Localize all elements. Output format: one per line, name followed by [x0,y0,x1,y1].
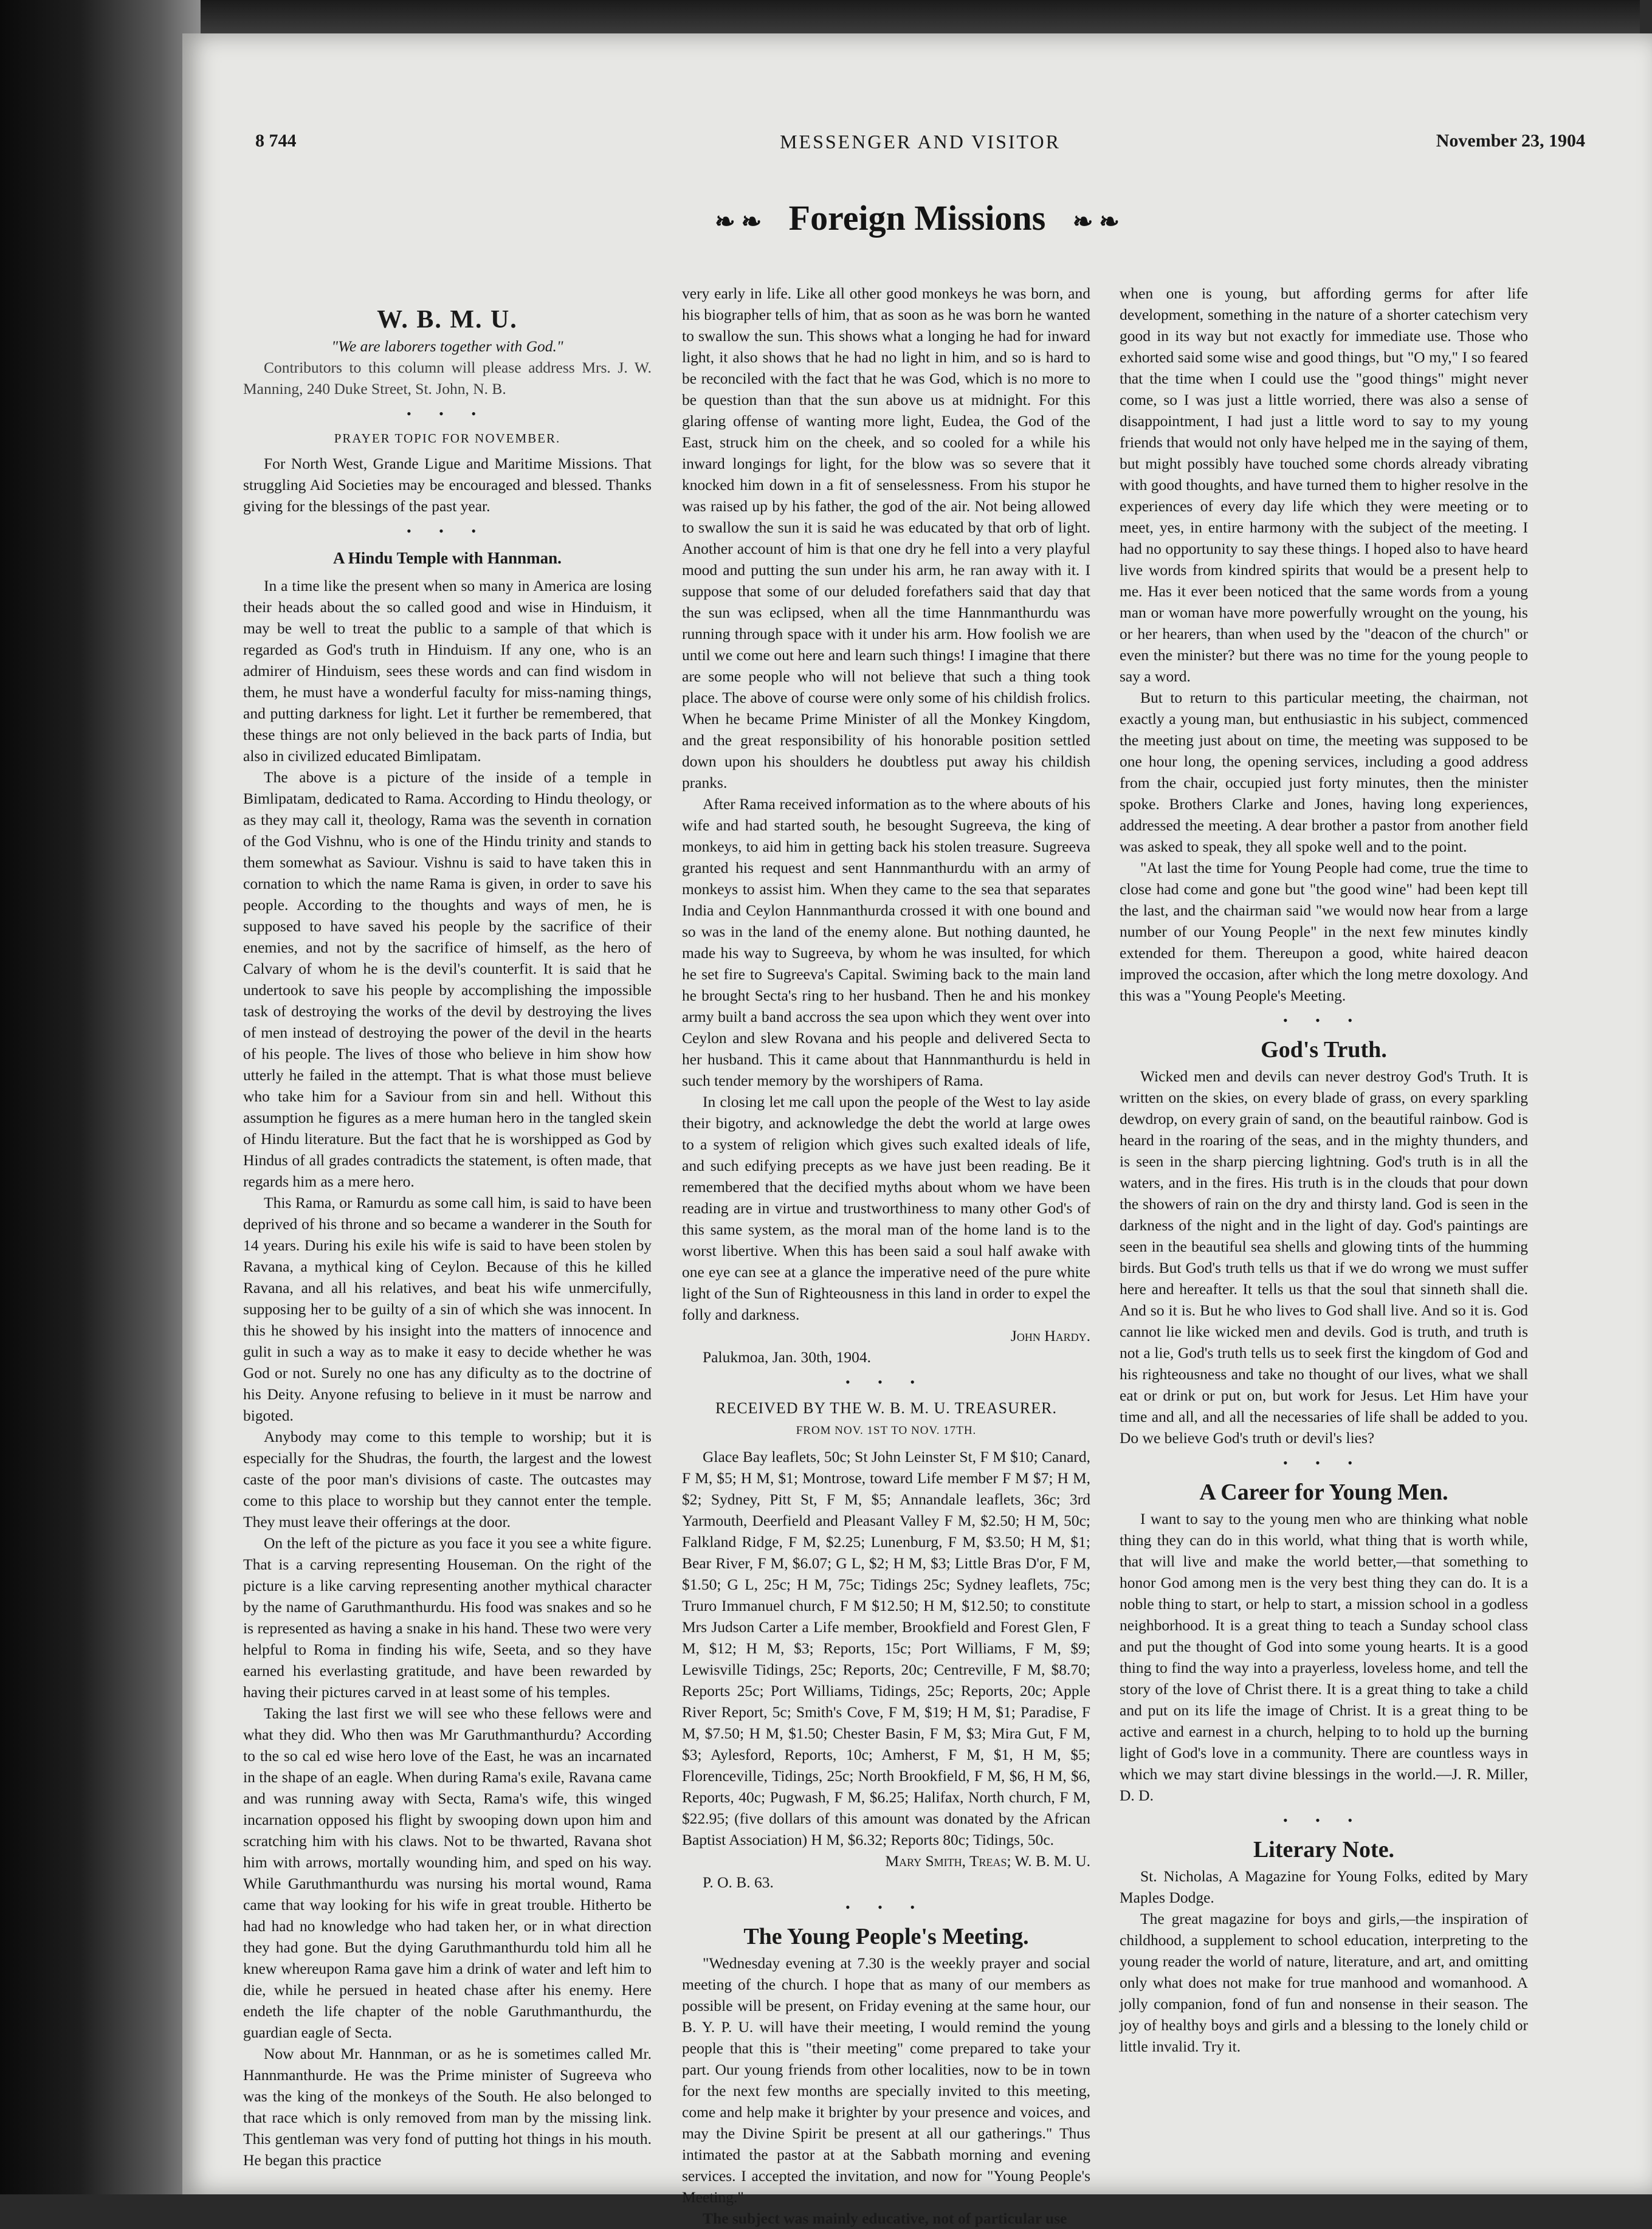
article-paragraph: very early in life. Like all other good monkeys he was born, and his biographer tells of him, that as soon as he was born he wanted to swallow the sun. This shows what a longing he had for inward light, it also shows that he had no light in him, and so is hard to be reconciled with the fact that he was God, which is no more to be question than that the sun above us at midnight. For this glaring offense of wanting more light, Eudea, the God of the East, struck him on the cheek, and so cooled for a while his inward longings for light, for the blow was so severe that it knocked him down in a fit of senselessness. From his stupor he was raised up by his father, the god of the air. Not being allowed to swallow the sun it is said he was educated by that orb of light. Another account of him is that one dry he fell into a very playful mood and putting the sun under his arm, he ran away with it. I suppose that some of our deluded forefathers said that day that the sun was eclipsed, when all the time Hannmanthurdu was running through space with it under his arm. How foolish we are until we come out here and learn such things! I imagine that there are some people who will not believe that such a thing took place. The above of course were only some of his childish frolics. When he became Prime Minister of all the Monkey Kingdom, and the great responsibility of his honorable position settled down upon his shoulders he doubtless put away his childish pranks. [682,284,1090,791]
article-paragraph: The above is a picture of the inside of a temple in Bimlipatam, dedicated to Rama. According to Hindu theology, or as they may call it, theology, Rama was the seventh in cornation of the God Vishnu, who is one of the Hindu trinity and stands to them somewhat as Saviour. Vishnu is said to have taken this in cornation to which the name Rama is given, in order to save his people. According to the thoughts and ways of men, he is supposed to have saved his people by the sacrifice of their enemies, and not by the sacrifice of himself, as the hero of Calvary of whom he is the devil's counterfit. It is said that he undertook to save his people by accomplishing the impossible task of destroying the works of the devil by destroying the lives of men instead of destroying the power of the devil in the hearts of his people. The lives of those who believe in him show how utterly he failed in the attempt. That is what those must believe who take him for a Saviour from sin and hell. Without this assumption he figures as a mere human hero in the tangled skein of Hindu literature. But the fact that he is worshipped as God by Hindus of all grades contradicts the statement, is often made, that regards him as a mere hero. [243,768,652,1190]
prayer-topic-heading: PRAYER TOPIC FOR NOVEMBER. [334,431,561,446]
article-paragraph: The subject was mainly educative, not of particular use [703,2210,1067,2227]
column-right [1120,283,1528,2057]
article-paragraph: The great magazine for boys and girls,—the inspiration of childhood, a supplement to school education, interpreting to the young reader the world of nature, literature, and art, and omitting only what does not make for true manhood and womanhood. A jolly companion, fond of fun and nonsense in their season. The joy of healthy boys and girls and a blessing to the lonely child or little invalid. Try it. [1120,1910,1528,2055]
literary-note-title: Literary Note. [1253,1837,1395,1862]
article-paragraph: In closing let me call upon the people of the West to lay aside their bigotry, and acknowledge the debt the world at large owes to a system of religion which gives such exalted ideals of life, and such edifying precepts as we have just been reading. Be it remembered that the decified myths about whom we have been reading are in virtue and trustworthiness to many other God's of this same system, as the moral man of the home land is to the worst libertive. When this has been said a soul half awake with one eye can see at a glance the imperative need of the pure white light of the Sun of Righteousness in this land in order to expel the folly and darkness. [682,1093,1090,1323]
divider-stars: • • • [1282,1013,1365,1028]
article-paragraph: Taking the last first we will see who these fellows were and what they did. Who then was Mr Garuthmanthurdu? According to the so cal ed wise hero love of the East, he was an incarnated in the shape of an eagle. When during Rama's exile, Ravana came and was running away with Secta, Rama's wife, this winged incarnation opposed his flight by swooping down upon him and scratching him with his claws. Not to be thwarted, Ravana shot him with arrows, mortally wounding him, and sped on his way. While Garuthmanthurdu was nursing his mortal wound, Rama came that way looking for his wife in great trouble. Hitherto be had had no knowledge who had taken her, or in what direction they had gone. But the dying Garuthmanthurdu told him all he knew whereupon Rama gave him a drink of water and left him to die, while he persued in heated chase after his enemy. Here endeth the life chapter of the noble Garuthmanthurdu, the guardian eagle of Secta. [243,1704,652,2041]
column-middle [682,283,1090,2229]
masthead: MESSENGER AND VISITOR [780,131,1061,153]
article-paragraph: when one is young, but affording germs for after life development, something in the nature of a shorter catechism very good in its way but not exactly for immediate use. Those who exhorted said some wise and good things, but "O my," I so feared that the time when I could use the "good things" might never come, so I was just a little worried, there was also a sense of disappointment, I had just a little word to say to my young friends that would not only have helped me in the saying of them, but might possibly have touched some chords already vibrating with good thoughts, and have turned them to higher resolve in the experiences of every day life which they were meeting or to meet, yes, in entire harmony with the subject of the meeting. I had no opportunity to say these things. I hoped also to have heard live words from kindred spirits that would be a present help to me. Has it ever been noticed that the same words from a young man or woman have more powerfully wrought on the young, his or her hearers, than when used by the "deacon of the church" or even the minister? but there was no time for the young people to say a word. [1120,284,1528,685]
ornament-icon: ❧ ❧ [1072,208,1120,236]
article-paragraph: But to return to this particular meeting, the chairman, not exactly a young man, but enthusiastic in his subject, commenced the meeting just about on time, the meeting was supposed to be one hour long, the opening services, including a good address from the chair, occupied just forty minutes, then the minister spoke. Brothers Clarke and Jones, having long experiences, addressed the meeting. A dear brother a pastor from another field was asked to speak, they all spoke well and to the point. [1120,689,1528,855]
article-paragraph: St. Nicholas, A Magazine for Young Folks, edited by Mary Maples Dodge. [1120,1867,1528,1906]
divider-stars: • • • [406,406,489,421]
article-paragraph: "At last the time for Young People had come, true the time to close had come and gone but "the good wine" had been kept till the last, and the chairman said "we would now hear from a large number of our Young People" in the next few minutes kindly extended for them. Thereupon a good, white haired deacon improved the occasion, after which the long metre doxology. And this was a "Young People's Meeting. [1120,859,1528,1004]
article-paragraph: On the left of the picture as you face it you see a white figure. That is a carving representing Houseman. On the right of the picture is a like carving representing another mythical character by the name of Garuthmanthurdu. His food was snakes and so he is represented as having a snake in his hand. These two were very helpful to Roma in finding his wife, Seeta, and so they have earned his everlasting gratitude, and have been rewarded by having their pictures carved in at least some of his temples. [243,1534,652,1701]
author-signature: John Hardy. [1010,1327,1090,1345]
article-paragraph: This Rama, or Ramurdu as some call him, is said to have been deprived of his throne and so became a wanderer in the South for 14 years. During his exile his wife is said to have been stolen by Ravana, a mythical king of Ceylon. Because of this he killed Ravana, and all his relatives, and beat his wife unmercifully, supposing her to be guilty of a sin of which she was innocent. In this he showed by his insight into the matters of innocence and gulit in such a way as to make it easy to decide whether he was God or not. Surely no one has any dificulty as to the doctrine of his Deity. Anyone refusing to believe in it must be narrow and bigoted. [243,1194,652,1424]
page-number: 8 744 [255,131,297,151]
receipts-list: Glace Bay leaflets, 50c; St John Leinster St, F M $10; Canard, F M, $5; H M, $1; Montrose, toward Life member F M $7; H M, $2; Sydney, Pitt St, F M, $5; Annandale leaflets, 36c; 3rd Yarmouth, Deerfield and Pleasant Valley F M, $2.50; H M, 50c; Falkland Ridge, F M, $2.25; Lunenburg, F M, $3.50; H M, $1; Bear River, F M, $6.07; G L, $2; H M, $3; Little Bras D'or, F M, $1.50; G L, 25c; H M, 75c; Tidings 25c; Sydney leaflets, 75c; Truro Immanuel church, F M $12.50; H M, $12.50; to constitute Mrs Judson Carter a Life member, Brookfield and Forest Glen, F M, $12; H M, $3; Reports, 15c; Port Williams, F M, $9; Lewisville Tidings, 25c; Reports, 20c; Centreville, F M, $8.70; Reports 25c; Port Williams, Tidings, 25c; Reports, 20c; Apple River Report, 5c; Smith's Cove, F M, $19; H M, $1; Paradise, F M, $7.50; H M, $1.50; Chester Basin, F M, $3; Mira Gut, F M, $3; Aylesford, Reports, 10c; Amherst, F M, $1, H M, $5; Florenceville, Tidings, 25c; North Brookfield, F M, $6, H M, $6, Reports, 40c; Pugwash, F M, $6.25; Halifax, North church, F M, $22.95; (five dollars of this amount was donated by the African Baptist Association) H M, $6.32; Reports 80c; Tidings, 50c. [682,1448,1090,1848]
prayer-topic: For North West, Grande Ligue and Maritime Missions. That struggling Aid Societies may be encouraged and blessed. Thanks giving for the blessings of the past year. [243,455,652,515]
article-paragraph: Wicked men and devils can never destroy God's Truth. It is written on the skies, on every blade of grass, on every sparkling dewdrop, on every grain of sand, on the beautiful rainbow. God is heard in the roaring of the seas, and in the mighty thunders, and is seen in the sharp piercing lightning. God's truth is in all the waters, and in the fires. His truth is in the clouds that pour down the showers of rain on the dry and thirsty land. God is seen in the darkness of the night and in the light of day. God's paintings are seen in the beautiful sea shells and glowing tints of the humming birds. But God's truth tells us that if we do wrong we must suffer here and hereafter. It tells us that the soul that sinneth shall die. And so it is. But he who lives to God shall live. And so it is. God cannot lie like wicked men and devils. God is truth, and truth is not a lie, God's truth tells us to seek first the kingdom of God and his righteousness and take no thought of our lives, what we shall eat or drink or put on, but work for Jesus. Let Him have your time and all, and all the necessaries of life shall be added to you. Do we believe God's truth or devil's lies? [1120,1067,1528,1447]
post-office-box: P. O. B. 63. [703,1873,774,1891]
newspaper-page [182,33,1652,2227]
ornament-icon: ❧ ❧ [715,208,762,236]
section-title [182,198,1652,238]
wbmu-title: W. B. M. U. [377,306,518,334]
wbmu-motto: "We are laborers together with God." [331,337,563,355]
scan-border-left [0,0,201,2194]
hindu-temple-title: A Hindu Temple with Hannman. [333,549,562,567]
contributors-note: Contributors to this column will please address Mrs. J. W. Manning, 240 Duke Street, St. John, N. B. [243,359,652,398]
article-paragraph: Anybody may come to this temple to worship; but it is especially for the Shudras, the fourth, the largest and the lowest caste of the poor man's divisions of caste. The outcastes may come to this place to worship but they cannot enter the temple. They must leave their offerings at the door. [243,1428,652,1531]
divider-stars: • • • [845,1900,928,1915]
article-paragraph: In a time like the present when so many in America are losing their heads about the so called good and wise in Hinduism, it may be well to treat the public to a sample of that which is regarded as God's truth in Hinduism. If any one, who is an admirer of Hinduism, sees these words and can find wisdom in them, he must have a wonderful faculty for miss-naming things, and putting darkness for light. Let it further be remembered, that these things are not only believed in the back parts of India, but also in civilized educated Bimlipatam. [243,577,652,765]
career-title: A Career for Young Men. [1199,1480,1448,1505]
gods-truth-title: God's Truth. [1261,1037,1387,1063]
treasurer-receipts-title: RECEIVED BY THE W. B. M. U. TREASURER. [715,1399,1057,1417]
dateline: Palukmoa, Jan. 30th, 1904. [703,1348,871,1366]
divider-stars: • • • [1282,1455,1365,1470]
divider-stars: • • • [845,1374,928,1390]
column-left [243,301,652,2171]
divider-stars: • • • [1282,1813,1365,1828]
article-paragraph: After Rama received information as to the where abouts of his wife and had started south, he besought Sugreeva, the king of monkeys, to aid him in getting back his stolen treasure. Sugreeva granted his request and sent Hannmanthurdu with an army of monkeys to assist him. When they came to the sea that separates India and Ceylon Hannmanthurda crossed it with one bound and so was in the land of the enemy alone. But nothing daunted, he made his way to Sugreeva, by whom he was insulted, for which he set fire to Sugreeva's Capital. Swiming back to the main land he brought Secta's ring to her husband. Then he and his monkey army built a band accross the sea upon which they went over into Ceylon and slew Rovana and his people and delivered Secta to her husband. This it came about that Hannmanthurdu is held in such tender memory by the worshipers of Rama. [682,795,1090,1089]
article-paragraph: Now about Mr. Hannman, or as he is sometimes called Mr. Hannmanthurde. He was the Prime minister of Sugreeva who was the king of the monkeys of the South. He also belonged to that race which is only removed from man by the missing link. This gentleman was very fond of putting hot things in his mouth. He began this practice [243,2045,652,2169]
article-paragraph: I want to say to the young men who are thinking what noble thing they can do in this world, what thing that is worth while, that will live and make the world better,—that something to honor God among men is the very best thing they can do. It is a noble thing to start, or help to start, a mission school in a godless neighborhood. It is a great thing to teach a Sunday school class and put the thought of God into some young hearts. It is a good thing to find the way into a prayerless, loveless home, and tell the story of the love of Christ there. It is a great thing to take a child and put on its life the image of Christ. It is a great thing to be active and earnest in a church, helping to to hold up the burning light of God's love in a community. There are countless ways in which we may start divine blessings in the world.—J. R. Miller, D. D. [1120,1510,1528,1804]
issue-date: November 23, 1904 [1436,131,1585,151]
treasurer-receipts-dates: FROM NOV. 1ST TO NOV. 17TH. [796,1424,977,1437]
article-paragraph: "Wednesday evening at 7.30 is the weekly prayer and social meeting of the church. I hope that as many of our members as possible will be present, on Friday evening at the same hour, our B. Y. P. U. will have their meeting, I would remind the young people that this is "their meeting" come prepared to take your part. Our young friends from other localities, now to be in town for the next few months are specially invited to this meeting, come and help make it brighter by your presence and voices, and may the Divine Spirit be present at all our gatherings." Thus intimated the pastor at at the Sabbath morning and evening services. I accepted the invitation, and now for "Young People's Meeting." [682,1954,1090,2206]
young-peoples-meeting-title: The Young People's Meeting. [743,1924,1029,1949]
section-title-text: Foreign Missions [788,198,1046,238]
page-header [255,131,1585,167]
treasurer-signature: Mary Smith, Treas; W. B. M. U. [885,1852,1090,1870]
divider-stars: • • • [406,523,489,539]
